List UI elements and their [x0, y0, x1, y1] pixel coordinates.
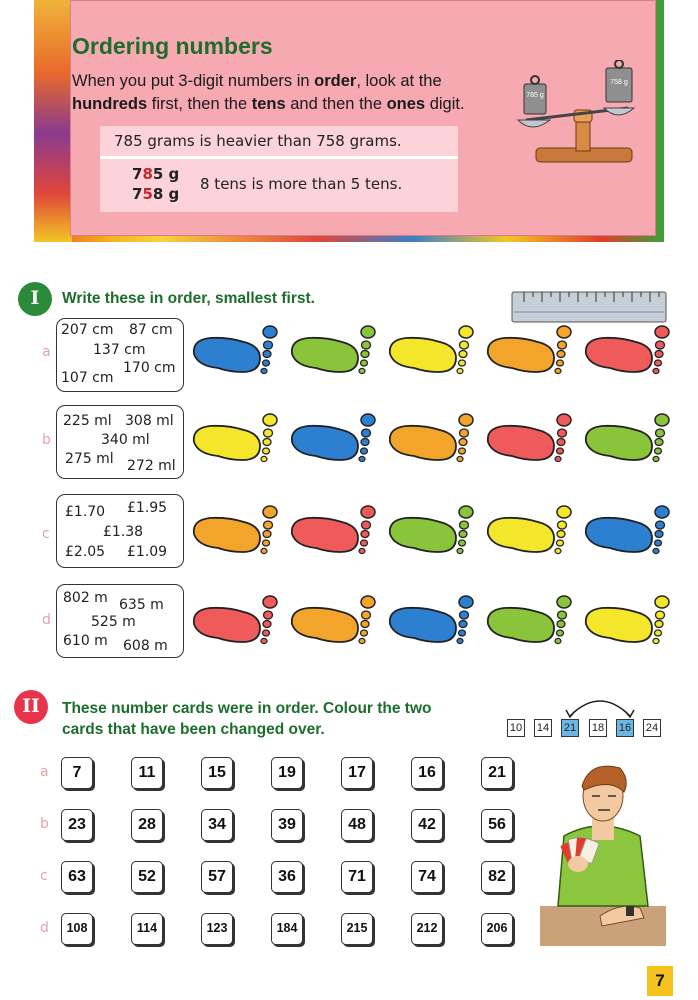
- footprint-icon[interactable]: [190, 408, 280, 470]
- footprint-icon[interactable]: [582, 408, 672, 470]
- footprint-icon[interactable]: [484, 320, 574, 382]
- section-1-title: Write these in order, smallest first.: [62, 290, 315, 307]
- footprint-icon[interactable]: [288, 408, 378, 470]
- number-card[interactable]: 56: [481, 809, 513, 841]
- footprint-icon[interactable]: [190, 320, 280, 382]
- measure-box-d: 802 m 635 m 525 m 610 m 608 m: [56, 584, 184, 658]
- footprint-icon[interactable]: [288, 320, 378, 382]
- number-card[interactable]: 7: [61, 757, 93, 789]
- number-card[interactable]: 23: [61, 809, 93, 841]
- footprint-icon[interactable]: [484, 500, 574, 562]
- number-card[interactable]: 28: [131, 809, 163, 841]
- footprint-icon[interactable]: [386, 320, 476, 382]
- page-title: Ordering numbers: [72, 33, 273, 59]
- number-card[interactable]: 15: [201, 757, 233, 789]
- example-divider: [100, 156, 458, 159]
- svg-text:785 g: 785 g: [526, 92, 544, 99]
- measure-box-c: £1.70 £1.95 £1.38 £2.05 £1.09: [56, 494, 184, 568]
- number-card[interactable]: 82: [481, 861, 513, 893]
- number-card[interactable]: 48: [341, 809, 373, 841]
- card-row-letter-a: a: [40, 764, 49, 780]
- example-note: 8 tens is more than 5 tens.: [200, 175, 403, 193]
- footprint-icon[interactable]: [190, 590, 280, 652]
- footprint-icon[interactable]: [386, 408, 476, 470]
- number-card[interactable]: 215: [341, 913, 373, 945]
- footprint-icon[interactable]: [288, 500, 378, 562]
- card-row-letter-c: c: [40, 868, 48, 884]
- row-letter-c: c: [42, 526, 50, 542]
- footprint-icon[interactable]: [484, 408, 574, 470]
- number-card[interactable]: 71: [341, 861, 373, 893]
- number-card[interactable]: 108: [61, 913, 93, 945]
- banner-decoration: [34, 0, 72, 242]
- row-letter-a: a: [42, 344, 51, 360]
- number-card[interactable]: 206: [481, 913, 513, 945]
- footprint-icon[interactable]: [386, 590, 476, 652]
- section-2-badge: II: [14, 690, 48, 724]
- example-card: 24: [643, 719, 661, 737]
- number-card[interactable]: 52: [131, 861, 163, 893]
- number-card[interactable]: 63: [61, 861, 93, 893]
- example-card-swapped: 21: [561, 719, 579, 737]
- balance-scale-icon: [516, 60, 636, 170]
- footprint-icon[interactable]: [582, 320, 672, 382]
- row-letter-b: b: [42, 432, 51, 448]
- example-line: 785 grams is heavier than 758 grams.: [114, 132, 402, 150]
- footprint-icon[interactable]: [484, 590, 574, 652]
- example-numbers: 785 g 758 g: [132, 165, 180, 203]
- example-card: 14: [534, 719, 552, 737]
- measure-box-b: 225 ml 308 ml 340 ml 275 ml 272 ml: [56, 405, 184, 479]
- card-row-letter-b: b: [40, 816, 49, 832]
- footprint-icon[interactable]: [582, 590, 672, 652]
- example-card: 10: [507, 719, 525, 737]
- example-card: 18: [589, 719, 607, 737]
- number-card[interactable]: 74: [411, 861, 443, 893]
- number-card[interactable]: 114: [131, 913, 163, 945]
- number-card[interactable]: 17: [341, 757, 373, 789]
- ruler-icon: [510, 290, 668, 324]
- number-card[interactable]: 11: [131, 757, 163, 789]
- number-card[interactable]: 42: [411, 809, 443, 841]
- number-card[interactable]: 212: [411, 913, 443, 945]
- swap-arrow-icon: [560, 692, 640, 718]
- number-card[interactable]: 34: [201, 809, 233, 841]
- section-2-title: These number cards were in order. Colour the two cards that have been changed over.: [62, 700, 432, 738]
- measure-box-a: 207 cm 87 cm 137 cm 107 cm 170 cm: [56, 318, 184, 392]
- page-number: 7: [647, 966, 673, 996]
- intro-text: When you put 3-digit numbers in order, look at the hundreds first, then the tens and then the ones digit.: [72, 72, 465, 113]
- number-card[interactable]: 16: [411, 757, 443, 789]
- example-box: [100, 126, 458, 212]
- footprint-icon[interactable]: [582, 500, 672, 562]
- svg-text:758 g: 758 g: [610, 79, 628, 86]
- card-row-letter-d: d: [40, 920, 49, 936]
- section-1-badge: I: [18, 282, 52, 316]
- number-card[interactable]: 123: [201, 913, 233, 945]
- number-card[interactable]: 21: [481, 757, 513, 789]
- card-player-illustration: [540, 756, 666, 946]
- number-card[interactable]: 39: [271, 809, 303, 841]
- number-card[interactable]: 36: [271, 861, 303, 893]
- example-card-swapped: 16: [616, 719, 634, 737]
- number-card[interactable]: 57: [201, 861, 233, 893]
- row-letter-d: d: [42, 612, 51, 628]
- footprint-icon[interactable]: [288, 590, 378, 652]
- number-card[interactable]: 184: [271, 913, 303, 945]
- footprint-icon[interactable]: [190, 500, 280, 562]
- footprint-icon[interactable]: [386, 500, 476, 562]
- number-card[interactable]: 19: [271, 757, 303, 789]
